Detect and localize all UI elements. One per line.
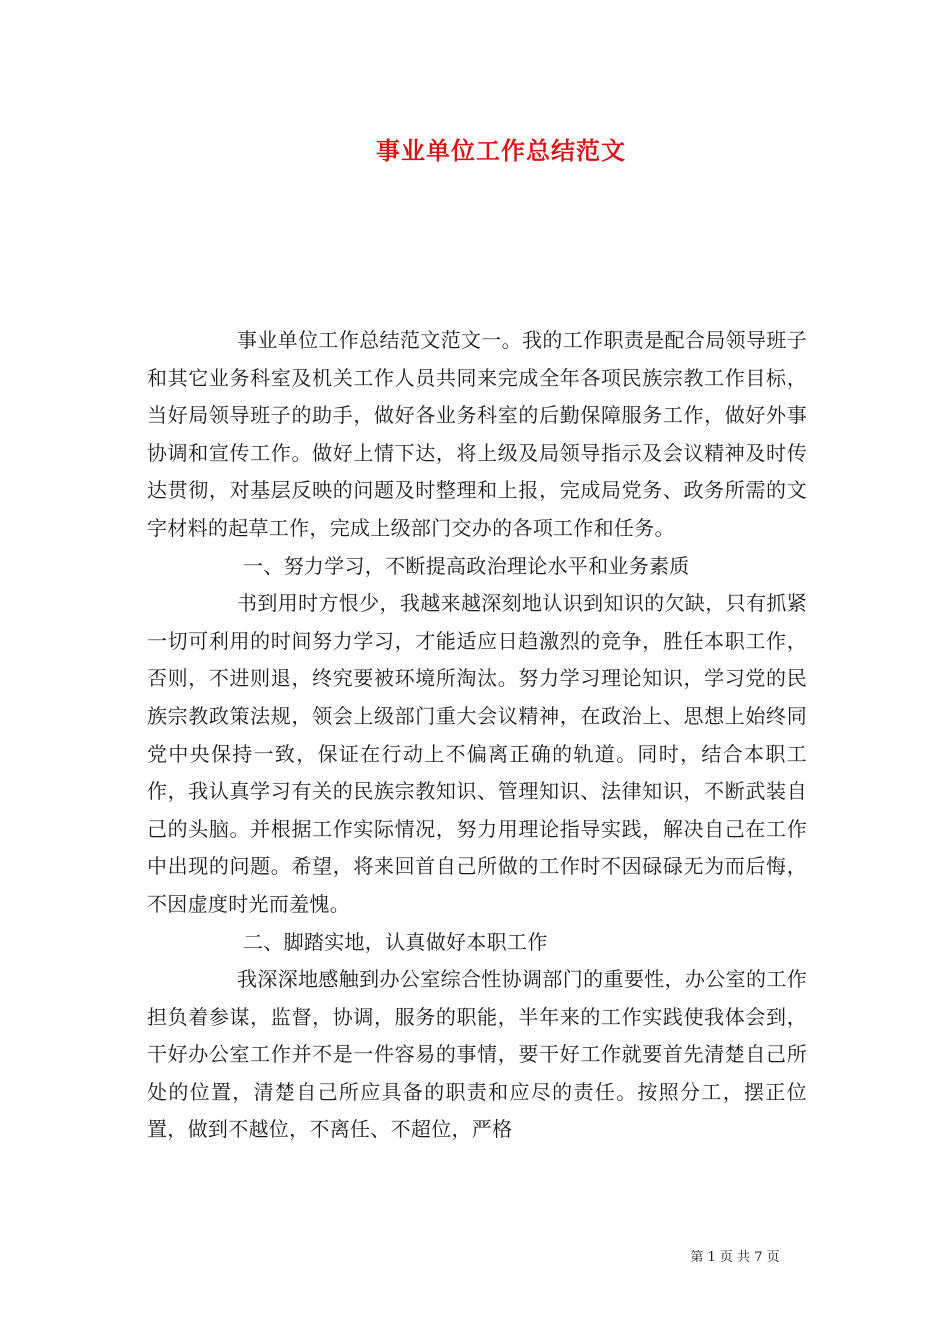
- section-heading-1: 一、努力学习，不断提高政治理论水平和业务素质: [243, 553, 690, 578]
- document-body: [147, 322, 807, 1149]
- page-number-footer: 第 1 页 共 7 页: [690, 1250, 780, 1265]
- paragraph-intro: 事业单位工作总结范文范文一。我的工作职责是配合局领导班子和其它业务科室及机关工作人员共同来完成全年各项民族宗教工作目标，当好局领导班子的助手，做好各业务科室的后勤保障服务工作，做好外事协调和宣传工作。做好上情下达，将上级及局领导指示及会议精神及时传达贯彻，对基层反映的问题及时整理和上报，完成局党务、政务所需的文字材料的起草工作，完成上级部门交办的各项工作和任务。: [147, 328, 807, 540]
- document-title: 事业单位工作总结范文: [376, 136, 626, 165]
- paragraph-section-2: 我深深地感触到办公室综合性协调部门的重要性，办公室的工作担负着参谋，监督，协调，服务的职能，半年来的工作实践使我体会到，干好办公室工作并不是一件容易的事情，要干好工作就要首先清楚自己所处的位置，清楚自己所应具备的职责和应尽的责任。按照分工，摆正位置，做到不越位，不离任、不超位，严格: [147, 967, 807, 1142]
- paragraph-section-1: 书到用时方恨少，我越来越深刻地认识到知识的欠缺，只有抓紧一切可利用的时间努力学习，才能适应日趋激烈的竞争，胜任本职工作，否则，不进则退，终究要被环境所淘汰。努力学习理论知识，学习党的民族宗教政策法规，领会上级部门重大会议精神，在政治上、思想上始终同党中央保持一致，保证在行动上不偏离正确的轨道。同时，结合本职工作，我认真学习有关的民族宗教知识、管理知识、法律知识，不断武装自己的头脑。并根据工作实际情况，努力用理论指导实践，解决自己在工作中出现的问题。希望，将来回首自己所做的工作时不因碌碌无为而后悔，不因虚度时光而羞愧。: [147, 591, 807, 916]
- section-heading-2: 二、脚踏实地，认真做好本职工作: [243, 929, 548, 954]
